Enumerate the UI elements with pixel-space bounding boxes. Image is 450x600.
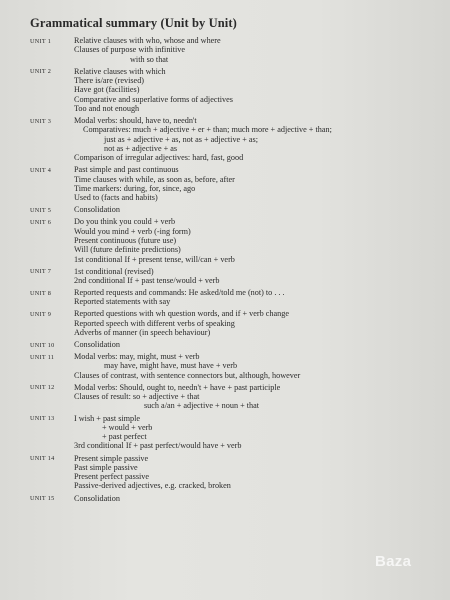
unit-topics bbox=[74, 36, 445, 64]
topic-line: not as + adjective + as bbox=[104, 143, 178, 153]
unit-entry bbox=[30, 205, 445, 214]
topic-line: Present continuous (future use) bbox=[74, 235, 177, 245]
topic-line: such a/an + adjective + noun + that bbox=[144, 401, 260, 411]
unit-label: UNIT 7 bbox=[30, 268, 52, 276]
topic-line: 1st conditional If + present tense, will/can + verb bbox=[74, 254, 235, 264]
topic-line: Will (future definite predictions) bbox=[74, 245, 181, 255]
topic-line: Comparative and superlative forms of adjectives bbox=[74, 94, 233, 104]
unit-entry bbox=[30, 267, 445, 286]
unit-entry bbox=[30, 309, 445, 337]
topic-line: Would you mind + verb (-ing form) bbox=[74, 226, 191, 236]
unit-topics bbox=[74, 340, 445, 349]
topic-line: + would + verb bbox=[102, 422, 153, 432]
unit-topics bbox=[74, 352, 445, 380]
unit-topics bbox=[74, 309, 445, 337]
unit-label: UNIT 11 bbox=[30, 353, 55, 361]
topic-line: Present simple passive bbox=[74, 453, 149, 463]
topic-line: Clauses of contrast, with sentence connectors but, although, however bbox=[74, 370, 301, 380]
unit-label: UNIT 14 bbox=[30, 455, 55, 463]
topic-line: Have got (facilities) bbox=[74, 85, 140, 95]
topic-line: + past perfect bbox=[102, 432, 147, 442]
unit-entry bbox=[30, 116, 445, 162]
topic-line: There is/are (revised) bbox=[74, 75, 145, 85]
unit-label: UNIT 10 bbox=[30, 341, 55, 349]
unit-topics bbox=[74, 494, 445, 503]
unit-label: UNIT 15 bbox=[30, 495, 55, 503]
topic-line: Used to (facts and habits) bbox=[74, 193, 158, 203]
unit-topics bbox=[74, 217, 445, 263]
unit-topics bbox=[74, 205, 445, 214]
topic-line: Consolidation bbox=[74, 205, 120, 215]
unit-label: UNIT 8 bbox=[30, 289, 52, 297]
topic-line: Do you think you could + verb bbox=[74, 217, 176, 227]
topic-line: Reported requests and commands: He asked/told me (not) to . . . bbox=[74, 288, 285, 297]
topic-line: Too and not enough bbox=[74, 103, 140, 113]
unit-label: UNIT 1 bbox=[30, 37, 52, 45]
topic-line: Past simple passive bbox=[74, 462, 138, 472]
unit-entry bbox=[30, 165, 445, 202]
topic-line: Reported questions with wh question words, and if + verb change bbox=[74, 309, 289, 319]
topic-line: Reported statements with say bbox=[74, 297, 171, 307]
unit-entry bbox=[30, 288, 445, 307]
topic-line: Past simple and past continuous bbox=[74, 165, 179, 175]
topic-line: Clauses of purpose with infinitive bbox=[74, 45, 185, 55]
topic-line: Modal verbs: Should, ought to, needn't + have + past participle bbox=[74, 382, 281, 392]
topic-line: with so that bbox=[130, 54, 169, 64]
unit-entry bbox=[30, 494, 445, 503]
topic-line: just as + adjective + as, not as + adjective + as; bbox=[104, 134, 258, 144]
unit-entry bbox=[30, 414, 445, 451]
unit-entry bbox=[30, 36, 445, 64]
unit-label: UNIT 6 bbox=[30, 218, 52, 226]
unit-topics bbox=[74, 414, 445, 451]
unit-label: UNIT 2 bbox=[30, 68, 52, 76]
unit-entry bbox=[30, 67, 445, 113]
unit-list bbox=[30, 36, 445, 506]
unit-entry bbox=[30, 383, 445, 411]
unit-label: UNIT 13 bbox=[30, 415, 55, 423]
unit-entry bbox=[30, 454, 445, 491]
unit-topics bbox=[74, 67, 445, 113]
topic-line: Passive-derived adjectives, e.g. cracked, broken bbox=[74, 481, 231, 491]
unit-entry bbox=[30, 340, 445, 349]
topic-line: Consolidation bbox=[74, 493, 120, 503]
unit-topics bbox=[74, 383, 445, 411]
unit-topics bbox=[74, 267, 445, 286]
unit-label: UNIT 4 bbox=[30, 166, 52, 174]
topic-line: Time clauses with while, as soon as, before, after bbox=[74, 174, 235, 184]
topic-line: Comparatives: much + adjective + er + than; much more + adjective + than; bbox=[83, 125, 332, 135]
watermark-logo: Baza bbox=[375, 553, 412, 570]
topic-line: Modal verbs: should, have to, needn't bbox=[74, 115, 197, 125]
topic-line: Present perfect passive bbox=[74, 472, 150, 482]
unit-label: UNIT 9 bbox=[30, 310, 52, 318]
topic-line: Modal verbs: may, might, must + verb bbox=[74, 352, 200, 362]
topic-line: Adverbs of manner (in speech behaviour) bbox=[74, 327, 211, 337]
topic-line: Relative clauses with which bbox=[74, 66, 166, 76]
unit-label: UNIT 12 bbox=[30, 384, 55, 392]
unit-entry bbox=[30, 217, 445, 263]
topic-line: 2nd conditional If + past tense/would + verb bbox=[74, 275, 220, 285]
topic-line: I wish + past simple bbox=[74, 413, 141, 423]
topic-line: may have, might have, must have + verb bbox=[104, 361, 238, 371]
topic-line: Relative clauses with who, whose and where bbox=[74, 36, 221, 45]
unit-topics bbox=[74, 454, 445, 491]
topic-line: Comparison of irregular adjectives: hard, fast, good bbox=[74, 153, 244, 163]
unit-topics bbox=[74, 116, 445, 162]
page-title: Grammatical summary (Unit by Unit) bbox=[30, 16, 237, 30]
unit-label: UNIT 3 bbox=[30, 117, 52, 125]
topic-line: Reported speech with different verbs of speaking bbox=[74, 318, 235, 328]
topic-line: Clauses of result: so + adjective + that bbox=[74, 392, 200, 402]
topic-line: Time markers: during, for, since, ago bbox=[74, 183, 196, 193]
unit-topics bbox=[74, 288, 445, 307]
unit-entry bbox=[30, 352, 445, 380]
topic-line: Consolidation bbox=[74, 340, 120, 350]
unit-topics bbox=[74, 165, 445, 202]
topic-line: 1st conditional (revised) bbox=[74, 266, 154, 276]
topic-line: 3rd conditional If + past perfect/would have + verb bbox=[74, 441, 242, 451]
unit-label: UNIT 5 bbox=[30, 206, 52, 214]
